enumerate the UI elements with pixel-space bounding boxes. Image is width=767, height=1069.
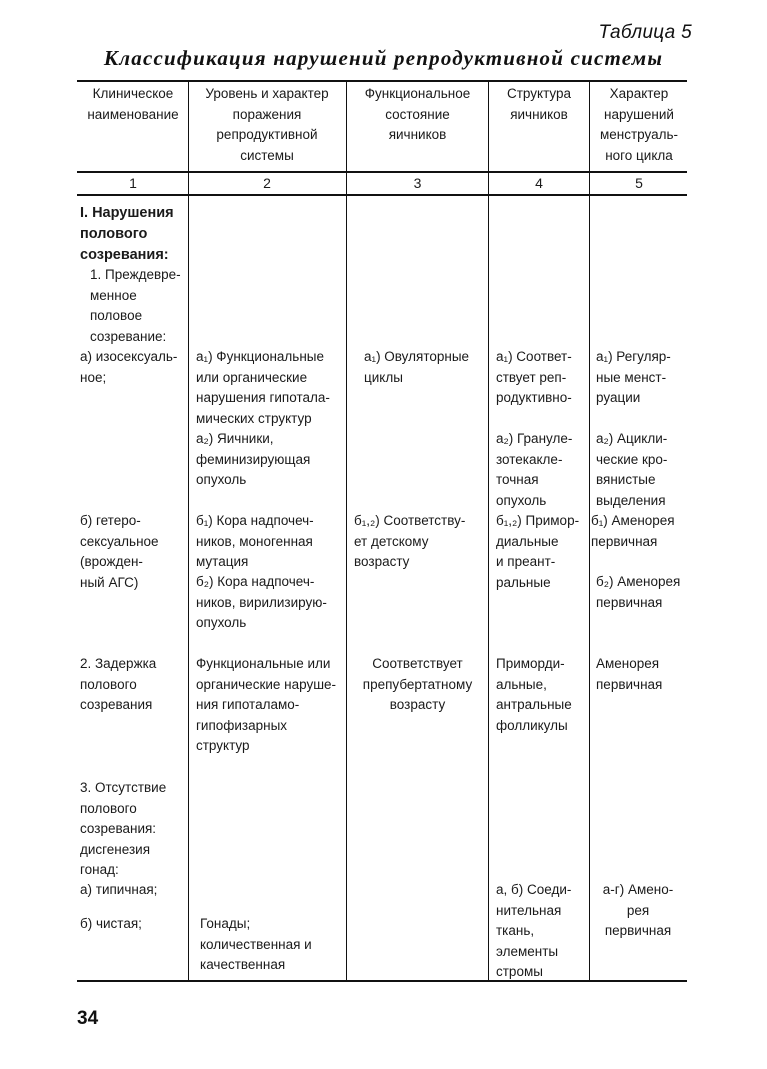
row-b-clinical: б) гетеро- сексуальное (врожден- ный АГС) [80,513,159,590]
row-2-lesion: Функциональные или органические наруше- ния гипоталамо- гипофизарных структур [196,656,337,753]
table-bottom-rule [77,980,687,982]
row-b-lesion-2: б₂) Кора надпочеч- ников, вирилизирую- опухоль [196,574,327,630]
row-3-ovary-structure: а, б) Соеди- нительная ткань, элементы стромы [496,882,572,979]
column-divider-3 [488,80,489,981]
row-a-ovary-function: а₁) Овуляторные циклы [364,349,470,385]
table-title: Классификация нарушений репродуктивной системы [103,46,664,70]
row-b-menstrual-2: б₂) Аменорея первичная [596,574,681,610]
header-lesion-level: Уровень и характер поражения репродуктивной системы [205,86,329,163]
row-3-menstrual: а-г) Амено- рея первичная [602,882,674,938]
row-a-lesion-2: а₂) Яичники, феминизирующая опухоль [196,431,311,487]
column-number-2: 2 [263,175,271,191]
column-number-4: 4 [535,175,543,191]
column-divider-4 [589,80,590,981]
row-a-menstrual-1: а₁) Регуляр- ные менст- руации [596,349,671,405]
row-2-ovary-structure: Приморди- альные, антральные фолликулы [496,656,572,733]
row-a-ovary-structure-2: а₂) Грануле- зотекакле- точная опухоль [496,431,573,508]
table-top-rule [77,80,687,82]
column-number-5: 5 [635,175,643,191]
row-3-clinical-b: б) чистая; [80,916,142,931]
row-3-clinical: 3. Отсутствие полового созревания: дисгенезия гонад: [80,780,167,877]
row-a-ovary-structure-1: а₁) Соответ- ствует реп- родуктивно- [496,349,572,405]
numbers-bottom-rule [77,194,687,196]
row-a-lesion-1: а₁) Функциональные или органические нарушения гипотала- мических структур [196,349,330,426]
row-a-menstrual-2: а₂) Ацикли- ческие кро- вянистые выделения [596,431,668,508]
row-b-ovary-function: б₁,₂) Соответству- ет детскому возрасту [354,513,466,569]
table-caption: Таблица 5 [598,22,692,43]
section-heading: I. Нарушения полового созревания: [80,205,174,263]
row-b-menstrual-1: б₁) Аменорея первичная [591,513,675,549]
row-2-clinical: 2. Задержка полового созревания [80,656,157,712]
header-menstrual-disorder: Характер нарушений менструаль- ного цикла [599,86,679,163]
header-ovary-function: Функциональное состояние яичников [364,86,471,142]
row-2-ovary-function: Соответствует препубертатному возрасту [362,656,473,712]
column-number-3: 3 [413,175,422,191]
row-b-lesion-1: б₁) Кора надпочеч- ников, моногенная мутация [196,513,314,569]
column-number-1: 1 [129,175,137,191]
row-3-lesion-b: Гонады; количественная и качественная [200,916,312,972]
row-b-ovary-structure: б₁,₂) Примор- диальные и преант- ральные [496,513,580,590]
section-item-precocious: 1. Преждевре- менное половое созревание: [90,267,181,344]
page-number: 34 [77,1008,99,1029]
header-ovary-structure: Структура яичников [506,86,572,122]
row-3-clinical-a: а) типичная; [80,882,158,897]
row-2-menstrual: Аменорея первичная [596,656,663,692]
header-clinical-name: Клиническое наименование [87,86,179,122]
column-divider-1 [188,80,189,981]
column-divider-2 [346,80,347,981]
row-a-clinical: а) изосексуаль- ное; [80,349,178,385]
